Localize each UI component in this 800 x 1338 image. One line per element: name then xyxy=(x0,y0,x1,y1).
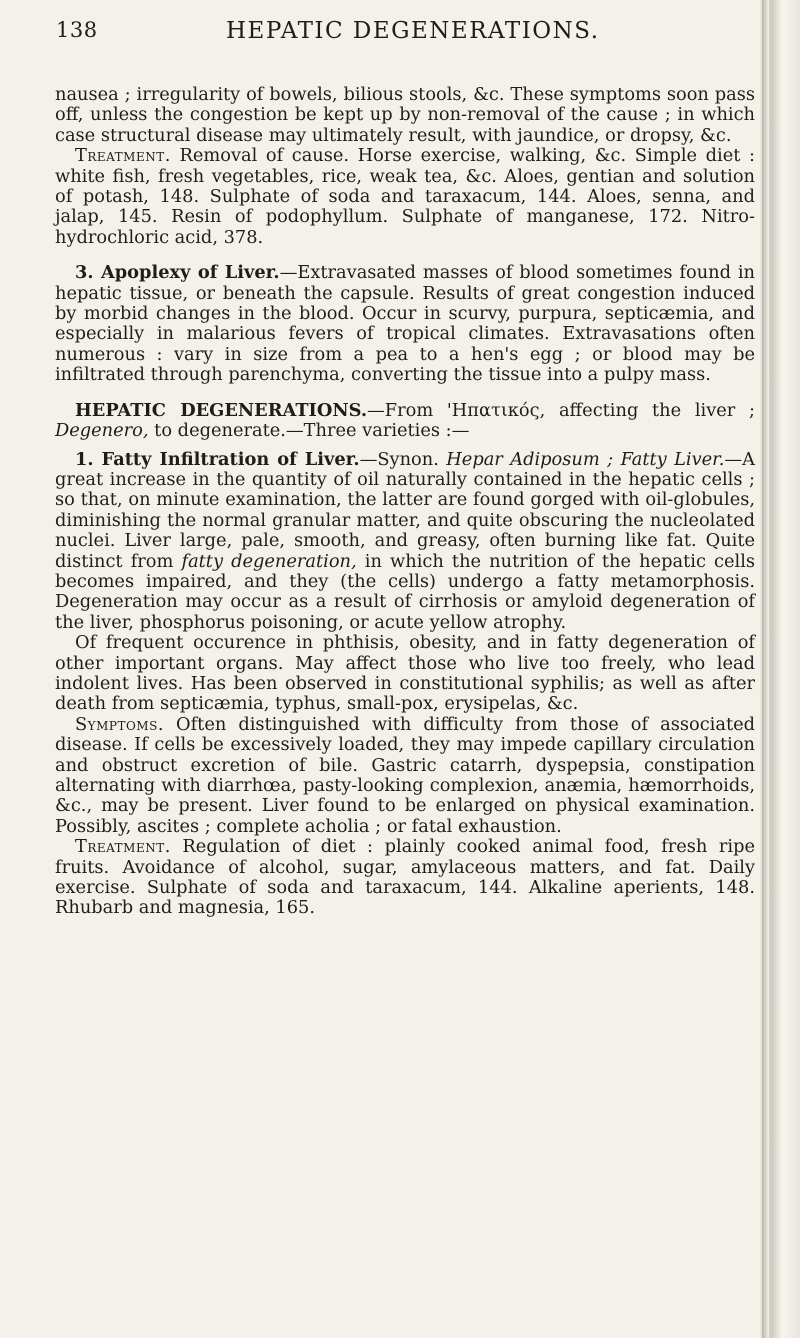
paragraph-fatty-infiltration xyxy=(55,450,755,634)
fatty-infiltration-heading: 1. Fatty Infiltration of Liver. xyxy=(75,448,360,470)
fatty-degeneration-italic: fatty degeneration, xyxy=(181,550,357,572)
paragraph-treatment-congestion xyxy=(55,146,755,248)
etymology-italic: Degenero, xyxy=(55,420,149,442)
page-header xyxy=(0,16,760,66)
treatment-label-2: Treatment. xyxy=(75,836,171,858)
synonym-prefix: —Synon. xyxy=(359,448,447,470)
paragraph-nausea: nausea ; irregularity of bowels, bilious stools, &c. These symptoms soon pass off, unless the congestion be kept up by non-removal of the cause ; in which case structural disease may ultimately result, with jaundice, or dropsy, &c. xyxy=(55,84,755,146)
fatty-text-c: in which the nutrition of the hepatic cells becomes impaired, and they (the cells) undergo a fatty metamorphosis. Degeneration may occur as a result of cirrhosis or amyloid degeneration of the liver, phosphorus poisoning, or acute yellow atrophy. xyxy=(55,550,756,633)
treatment-text-2: Regulation of diet : plainly cooked animal food, fresh ripe fruits. Avoidance of alcohol, sugar, amylaceous matters, and fat. Daily exercise. Sulphate of soda and taraxacum, 144. Alkaline aperients, 148. Rhubarb and magnesia, 165. xyxy=(55,836,755,919)
etymology-text-b: to degenerate.—Three varieties :— xyxy=(148,420,470,442)
paragraph-occurrence: Of frequent occurence in phthisis, obesity, and in fatty degeneration of other important organs. May affect those who live too freely, who lead indolent lives. Has been observed in constitutional syphilis; as well as after death from septicæmia, typhus, small-pox, erysipelas, &c. xyxy=(55,632,755,715)
paragraph-apoplexy xyxy=(55,263,755,385)
binding-edge xyxy=(762,0,769,1338)
treatment-label: Treatment. xyxy=(75,145,171,167)
treatment-text: Removal of cause. Horse exercise, walking, &c. Simple diet : white fish, fresh vegetables, rice, weak tea, &c. Aloes, gentian and solution of potash, 148. Sulphate of soda and taraxacum, 144. Aloes, senna, and jalap, 145. Resin of podophyllum. Sulphate of manganese, 172. Nitro-hydrochloric acid, 378. xyxy=(55,145,755,248)
running-head: HEPATIC DEGENERATIONS. xyxy=(226,18,600,44)
page-number: 138 xyxy=(56,18,98,42)
synonym-italic: Hepar Adiposum ; Fatty Liver. xyxy=(446,448,725,470)
paragraph-treatment-fatty xyxy=(55,837,755,919)
apoplexy-text: —Extravasated masses of blood sometimes found in hepatic tissue, or beneath the capsule. Results of great congestion induced by morbid changes in the blood. Occur in scurvy, purpura, septicæmia, and especially in malarious fevers of tropical climates. Extravasations often numerous : vary in size from a pea to a hen's egg ; or blood may be infiltrated through parenchyma, converting the tissue into a pulpy mass. xyxy=(55,262,755,386)
symptoms-label: Symptoms. xyxy=(75,713,164,735)
apoplexy-heading: 3. Apoplexy of Liver. xyxy=(75,262,280,284)
paragraph-hepatic-degenerations xyxy=(55,401,755,442)
etymology-text-a: —From 'Ηπατικός, affecting the liver ; xyxy=(367,399,755,421)
fatty-text-b: —A great increase in the quantity of oil naturally contained in the hepatic cells ; so that, on minute examination, the latter are found gorged with oil-globules, diminishing the normal granular matter, and quite obscuring the nucleolated nuclei. Liver large, pale, smooth, and greasy, often burning like fat. Quite distinct from xyxy=(55,448,755,572)
section-heading: HEPATIC DEGENERATIONS. xyxy=(75,399,368,421)
paragraph-symptoms xyxy=(55,715,755,837)
page-body xyxy=(55,85,755,919)
symptoms-text: Often distinguished with difficulty from those of associated disease. If cells be excessively loaded, they may impede capillary circulation and obstruct excretion of bile. Gastric catarrh, dyspepsia, constipation alternating with diarrhœa, pasty-looking complexion, anæmia, hæmorrhoids, &c., may be present. Liver found to be enlarged on physical examination. Possibly, ascites ; complete acholia ; or fatal exhaustion. xyxy=(55,713,755,837)
